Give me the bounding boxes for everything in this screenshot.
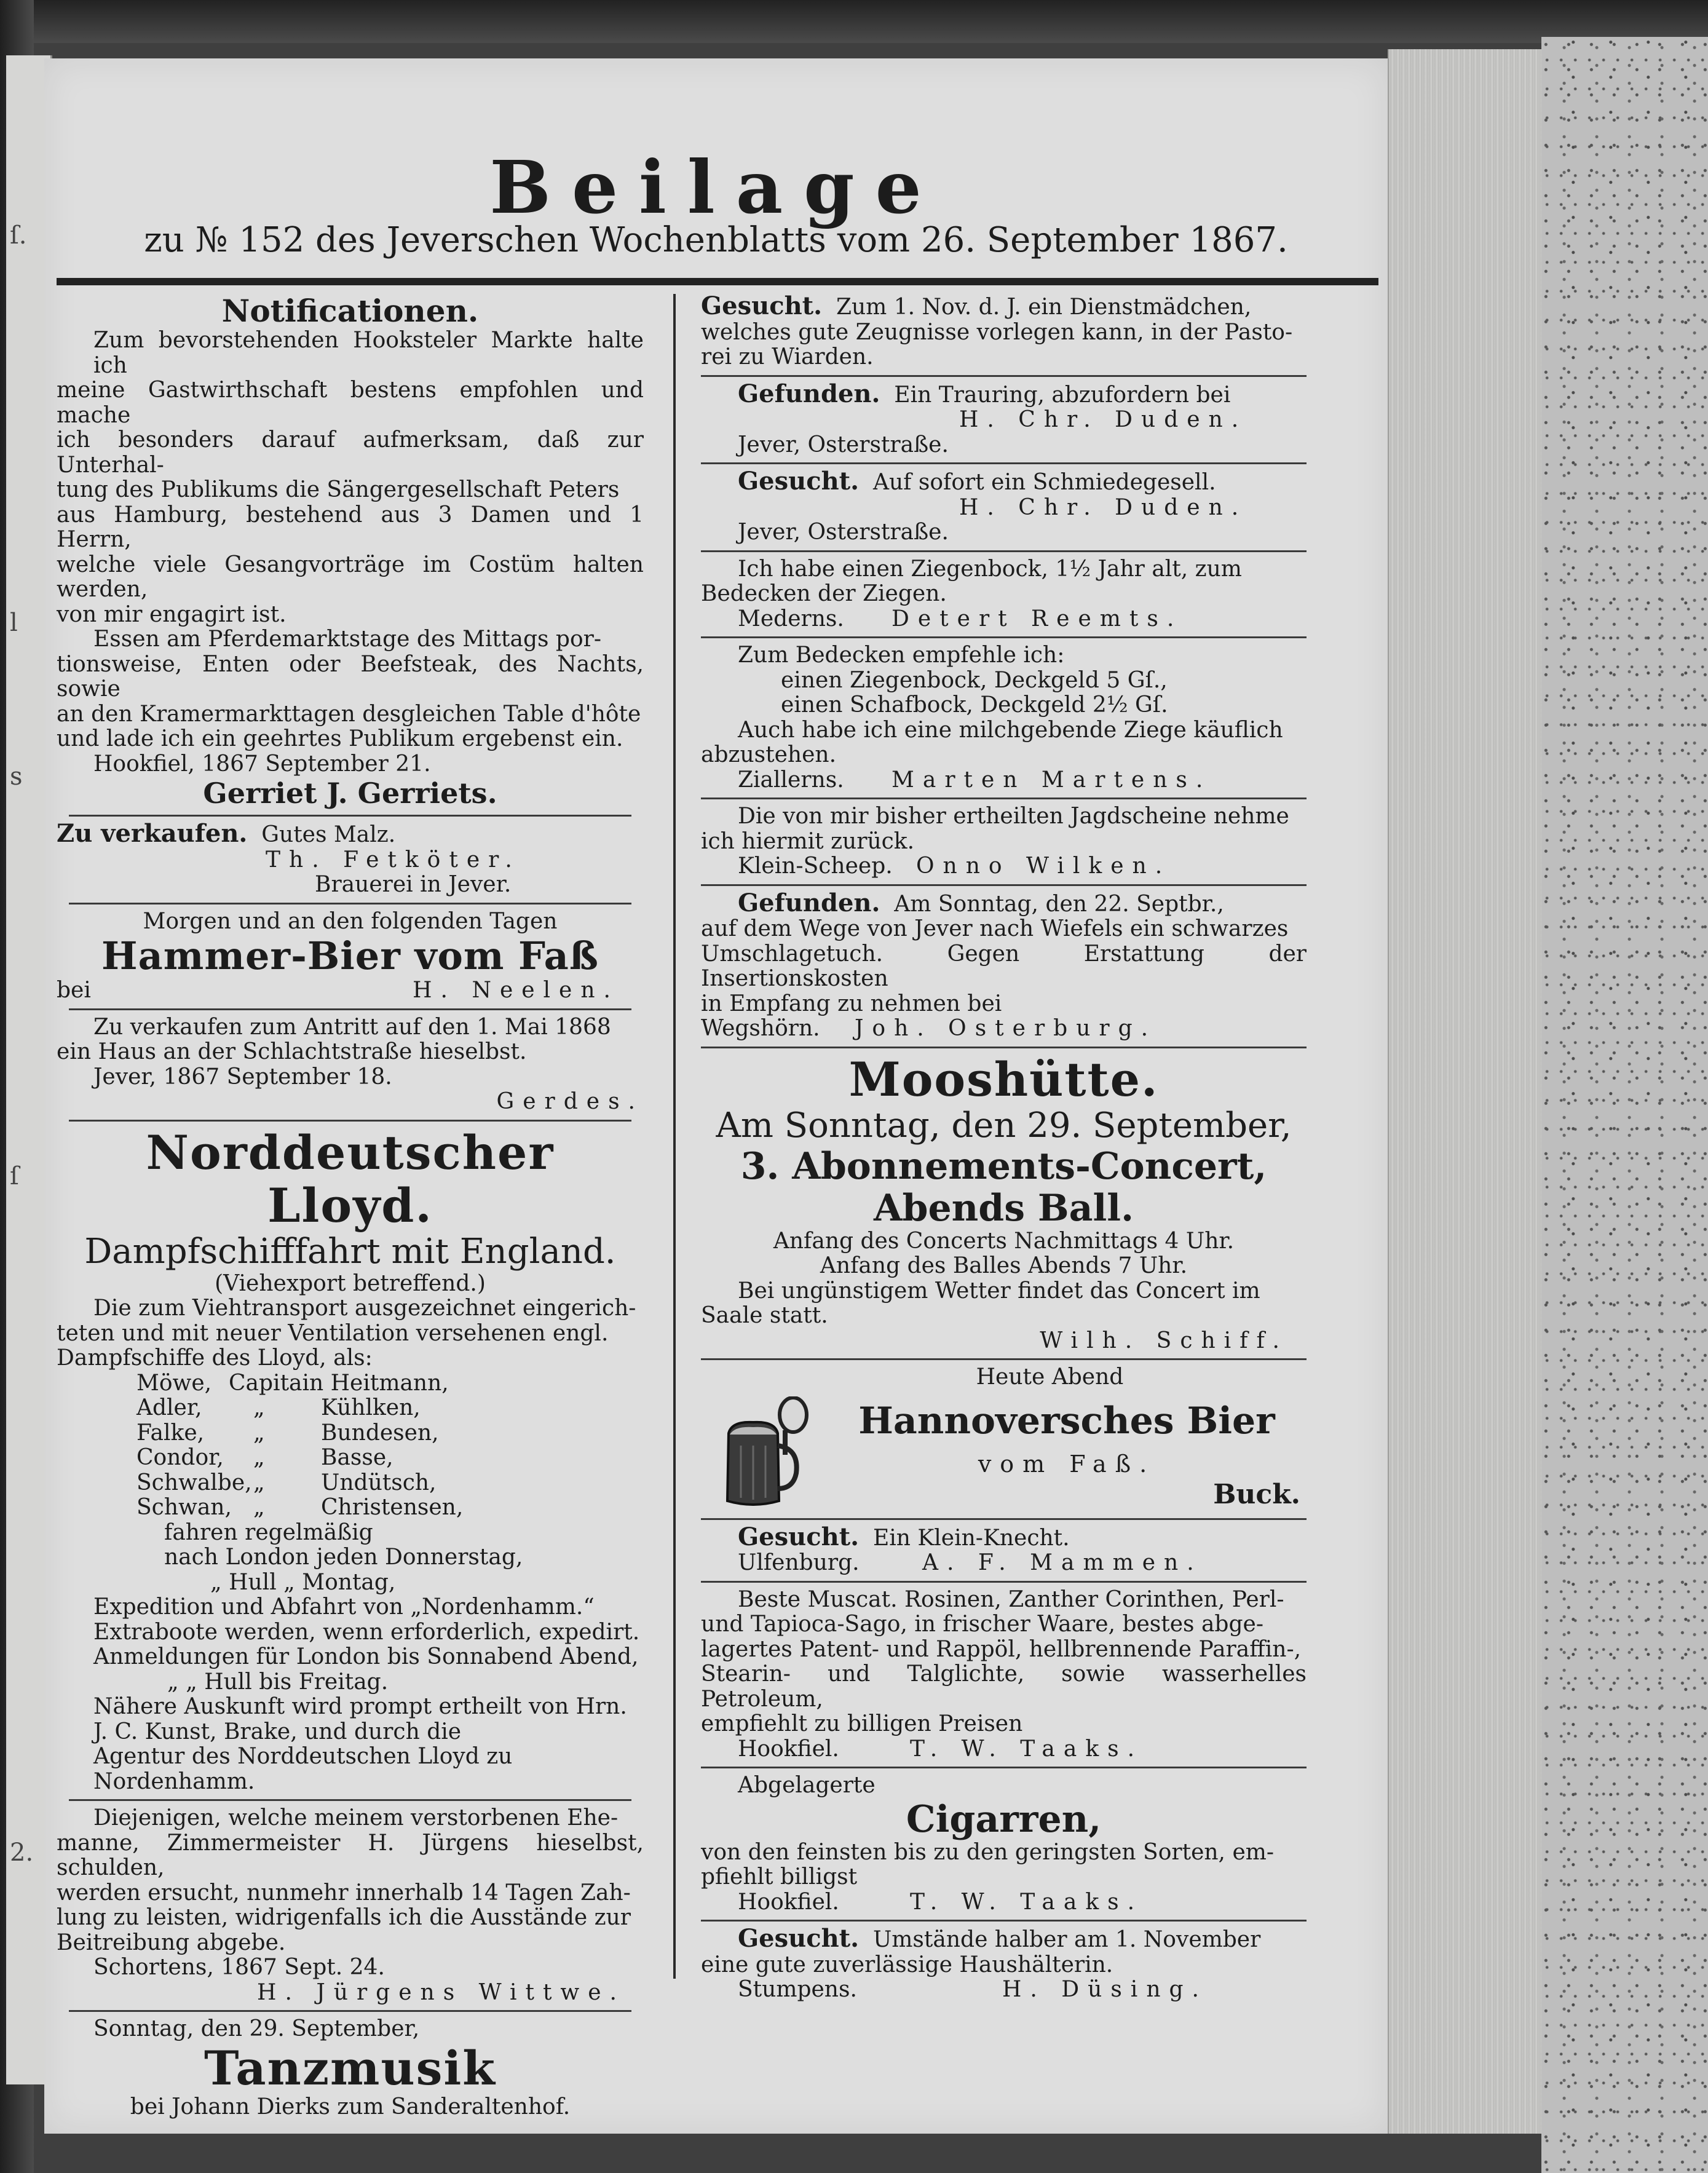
ship-captain: Undütsch,: [321, 1470, 437, 1495]
ship-row: [57, 1495, 644, 1521]
schmied-ad: [701, 469, 1307, 545]
ad-line: Anfang des Concerts Nachmittags 4 Uhr.: [773, 1228, 1235, 1254]
ad-place: Brauerei in Jever.: [315, 872, 512, 897]
ad-separator: [701, 1581, 1307, 1583]
ad-headline: Mooshütte.: [848, 1051, 1159, 1107]
ad-separator: [701, 884, 1307, 886]
ad-line: bei: [57, 978, 91, 1003]
hammer-bier-ad: [57, 909, 644, 1003]
ship-name: Möwe,: [136, 1370, 212, 1396]
ad-line: teten und mit neuer Ventilation versehenen engl.: [57, 1320, 609, 1346]
ship-row: [57, 1371, 644, 1396]
ad-line: Ein Trauring, abzufordern bei: [894, 382, 1231, 408]
ad-line: Saale statt.: [701, 1303, 828, 1328]
ad-keyword: Gesucht.: [738, 467, 860, 496]
margin-fragment: ſ.: [10, 221, 27, 250]
ship-captain: Bundesen,: [321, 1420, 439, 1446]
left-column: [57, 294, 644, 2120]
trauring-ad: [701, 379, 1307, 458]
ad-line: tung des Publikums die Sängergesellschaft Peters: [57, 477, 620, 502]
ad-headline: Hammer-Bier vom Faß: [101, 933, 599, 978]
ad-line: ein Haus an der Schlachtstraße hieselbst.: [57, 1039, 527, 1064]
ad-line: Zum Bedecken empfehle ich:: [738, 643, 1065, 668]
ad-signature: H. Düsing.: [1002, 1977, 1208, 2002]
ad-line: Die zum Viehtransport ausgezeichnet eingerich-: [93, 1296, 636, 1321]
ad-headline: Norddeutscher Lloyd.: [146, 1125, 555, 1233]
ad-line: Umstände halber am 1. November: [872, 1927, 1261, 1952]
ship-row: [57, 1396, 644, 1421]
lloyd-ad: [57, 1126, 644, 1795]
ad-line: Ein Klein-Knecht.: [872, 1525, 1070, 1551]
ad-line: Diejenigen, welche meinem verstorbenen Ehe-: [93, 1805, 619, 1831]
ad-date: Jever, 1867 September 18.: [93, 1064, 392, 1090]
ad-headline: Hannoversches Bier: [858, 1399, 1275, 1443]
ditto-mark: „: [253, 1495, 265, 1520]
jagdscheine-ad: [701, 804, 1307, 879]
ad-separator: [69, 903, 631, 904]
ad-signature: Gerriet J. Gerriets.: [203, 777, 497, 810]
ad-line: von den feinsten bis zu den geringsten Sorten, em-: [701, 1839, 1275, 1865]
mooshuette-ad: [701, 1053, 1307, 1354]
ad-line: Auch habe ich eine milchgebende Ziege käuflich: [738, 717, 1283, 743]
ad-signature: A. F. Mammen.: [922, 1550, 1203, 1575]
ad-line: manne, Zimmermeister H. Jürgens hieselbst, schulden,: [57, 1830, 644, 1880]
ad-place: Jever, Osterstraße.: [738, 432, 949, 457]
ad-line: Ich habe einen Ziegenbock, 1½ Jahr alt, zum: [738, 556, 1242, 582]
haus-ad: [57, 1015, 644, 1115]
ad-keyword: Gesucht.: [701, 291, 823, 320]
ad-date: Sonntag, den 29. September,: [93, 2016, 420, 2041]
ad-line: empfiehlt zu billigen Preisen: [701, 1711, 1023, 1736]
ad-line: eine gute zuverlässige Haushälterin.: [701, 1952, 1113, 1977]
ad-line: pfiehlt billigst: [701, 1864, 858, 1890]
ship-row: [57, 1421, 644, 1446]
ad-place: Stumpens.: [738, 1977, 857, 2002]
ditto-mark: „: [253, 1395, 265, 1420]
ad-line: nach London jeden Donnerstag,: [164, 1545, 523, 1570]
ad-line: Auf sofort ein Schmiedegesell.: [872, 470, 1216, 495]
ad-line: aus Hamburg, bestehend aus 3 Damen und 1 Herrn,: [57, 502, 644, 552]
ad-signature: T. W. Taaks.: [910, 1736, 1144, 1762]
ad-place: Hookfiel.: [738, 1736, 839, 1762]
ad-separator: [69, 1120, 631, 1122]
ad-signature: Th. Fetköter.: [266, 847, 521, 873]
ad-separator: [701, 1047, 1307, 1048]
ad-signature: Marten Martens.: [892, 767, 1212, 793]
ad-line: fahren regelmäßig: [164, 1519, 373, 1545]
ad-line: (Viehexport betreffend.): [215, 1270, 486, 1296]
ad-subheadline: Dampfschifffahrt mit England.: [84, 1231, 616, 1272]
ad-separator: [69, 815, 631, 817]
ad-line: Anmeldungen für London bis Sonnabend Abend,: [93, 1644, 639, 1669]
ad-line: einen Schafbock, Deckgeld 2½ Gſ.: [781, 692, 1168, 718]
header-rule: [57, 278, 1378, 285]
margin-fragment: s: [10, 762, 23, 791]
ad-signature: H. Chr. Duden.: [959, 407, 1247, 432]
margin-fragment: ſ: [10, 1162, 19, 1190]
ad-line: rei zu Wiarden.: [701, 344, 874, 370]
ad-separator: [701, 550, 1307, 552]
ad-line: Stearin- und Talglichte, sowie wasserhelles Petroleum,: [701, 1661, 1307, 1712]
ad-place: Jever, Osterstraße.: [738, 520, 949, 545]
haushaelterin-ad: [701, 1926, 1307, 2003]
ad-line: lagertes Patent- und Rappöl, hellbrennende Paraffin-,: [701, 1636, 1302, 1662]
ship-captain: Basse,: [321, 1445, 393, 1470]
ad-separator: [701, 375, 1307, 377]
ad-keyword: Gefunden.: [738, 888, 880, 917]
ad-subheadline: vom Faß.: [978, 1450, 1156, 1478]
notification-ad: [57, 294, 644, 810]
umschlagetuch-ad: [701, 888, 1307, 1042]
ad-signature: H. Chr. Duden.: [959, 494, 1247, 520]
ad-line: Expedition und Abfahrt von „Nordenhamm.“: [93, 1594, 595, 1620]
tanzmusik-ad: [57, 2017, 644, 2120]
ship-row: [57, 1471, 644, 1496]
book-cover-edge: [1541, 37, 1708, 2173]
ad-keyword: Gefunden.: [738, 379, 880, 408]
ziegenbock-ad: [701, 557, 1307, 632]
ad-line: welche viele Gesangvorträge im Costüm halten werden,: [57, 552, 644, 602]
ad-headline: Cigarren,: [906, 1797, 1102, 1841]
ad-subheadline: 3. Abonnements-Concert,: [740, 1144, 1267, 1188]
ad-line: „ Hull „ Montag,: [210, 1569, 396, 1595]
ad-date: Schortens, 1867 Sept. 24.: [93, 1955, 385, 1980]
ad-separator: [701, 1767, 1307, 1768]
ad-line: Am Sonntag, den 29. September,: [716, 1105, 1292, 1146]
ad-line: Zum 1. Nov. d. J. ein Dienstmädchen,: [836, 295, 1252, 320]
ad-line: lung zu leisten, widrigenfalls ich die Ausstände zur: [57, 1905, 631, 1930]
ad-line: ich besonders darauf aufmerksam, daß zur Unterhal-: [57, 427, 644, 478]
hannoversches-bier-ad: [701, 1365, 1307, 1513]
margin-fragment: l: [10, 609, 18, 637]
ad-separator: [701, 462, 1307, 464]
ad-separator: [701, 1358, 1307, 1360]
pastorei-ad: [701, 291, 1307, 370]
ad-subheadline: Abends Ball.: [874, 1186, 1134, 1230]
ad-line: von mir engagirt ist.: [57, 601, 287, 627]
ship-name: Condor,: [136, 1445, 224, 1470]
ditto-mark: „: [253, 1445, 265, 1470]
ad-line: Essen am Pferdemarktstage des Mittags por-: [93, 627, 601, 652]
margin-fragment: 2.: [10, 1839, 34, 1867]
ad-separator: [69, 1008, 631, 1010]
ad-line: Extraboote werden, wenn erforderlich, expedirt.: [93, 1619, 640, 1645]
ship-name: Schwan,: [136, 1495, 232, 1520]
ad-line: abzustehen.: [701, 742, 837, 767]
ad-line: Heute Abend: [976, 1364, 1124, 1390]
ad-line: Agentur des Norddeutschen Lloyd zu Nordenhamm.: [93, 1744, 513, 1794]
ad-line: Beste Muscat. Rosinen, Zanther Corinthen, Perl-: [738, 1586, 1284, 1612]
page-subtitle: zu № 152 des Jeverschen Wochenblatts vom 26. September 1867.: [144, 220, 1288, 260]
ad-line: Beitreibung abgebe.: [57, 1930, 286, 1955]
ad-signature: Detert Reemts.: [892, 606, 1183, 631]
ad-line: in Empfang zu nehmen bei: [701, 991, 1002, 1016]
ad-line: „ „ Hull bis Freitag.: [167, 1669, 389, 1695]
ad-place: Klein-Scheep.: [738, 853, 893, 879]
ship-captain: Christensen,: [321, 1495, 464, 1520]
ad-signature: Onno Wilken.: [916, 853, 1171, 879]
ad-signature: Joh. Osterburg.: [855, 1016, 1157, 1041]
ship-captain: Capitain Heitmann,: [229, 1370, 449, 1396]
ad-signature: Buck.: [1213, 1478, 1300, 1510]
ad-place: Mederns.: [738, 606, 844, 631]
ad-line: werden ersucht, nunmehr innerhalb 14 Tagen Zah-: [57, 1880, 631, 1906]
ad-signature: T. W. Taaks.: [910, 1889, 1144, 1915]
ad-signature: H. Jürgens Wittwe.: [257, 1979, 625, 2005]
ad-line: Gutes Malz.: [261, 822, 396, 847]
book-page-edges: [1388, 49, 1543, 2134]
ad-date: Hookfiel, 1867 September 21.: [93, 751, 431, 777]
ship-captain: Kühlken,: [321, 1395, 421, 1420]
ad-separator: [701, 1518, 1307, 1520]
ditto-mark: „: [253, 1420, 265, 1446]
klein-knecht-ad: [701, 1522, 1307, 1576]
ship-name: Schwalbe,: [136, 1470, 252, 1495]
ad-keyword: Gesucht.: [738, 1924, 860, 1953]
ship-name: Falke,: [136, 1420, 205, 1446]
ad-line: tionsweise, Enten oder Beefsteak, des Nachts, sowie: [57, 651, 644, 702]
beer-mug-icon: [716, 1396, 809, 1510]
ad-line: meine Gastwirthschaft bestens empfohlen und mache: [57, 378, 644, 428]
ad-line: und Tapioca-Sago, in frischer Waare, bestes abge-: [701, 1612, 1263, 1637]
ad-separator: [701, 798, 1307, 799]
bedecken-ad: [701, 643, 1307, 793]
ad-separator: [69, 2010, 631, 2012]
ad-line: Dampfschiffe des Lloyd, als:: [57, 1345, 373, 1371]
right-column: [701, 291, 1307, 2003]
taaks-goods-ad: [701, 1588, 1307, 1762]
scan-top-shadow: [0, 0, 1708, 43]
ad-line: Anfang des Balles Abends 7 Uhr.: [820, 1253, 1188, 1278]
ad-line: Zu verkaufen zum Antritt auf den 1. Mai 1868: [93, 1014, 611, 1040]
column-divider: [673, 294, 676, 1979]
ad-keyword: Gesucht.: [738, 1522, 860, 1551]
page-title: Beilage: [489, 144, 943, 230]
ad-signature: H. Neelen.: [413, 978, 619, 1003]
ad-separator: [69, 1799, 631, 1801]
ad-line: Abgelagerte: [738, 1773, 876, 1798]
ad-heading: Notificationen.: [221, 293, 479, 329]
ditto-mark: „: [253, 1470, 265, 1495]
ad-line: Die von mir bisher ertheilten Jagdscheine nehme: [738, 804, 1289, 829]
ad-line: Bedecken der Ziegen.: [701, 581, 947, 606]
ship-name: Adler,: [136, 1395, 202, 1420]
ad-line: welches gute Zeugnisse vorlegen kann, in der Pasto-: [701, 319, 1293, 345]
ad-line: Morgen und an den folgenden Tagen: [143, 908, 558, 934]
ad-line: an den Kramermarkttagen desgleichen Table d'hôte: [57, 701, 641, 727]
cigarren-ad: [701, 1773, 1307, 1915]
ad-line: J. C. Kunst, Brake, und durch die: [93, 1719, 462, 1744]
ship-row: [57, 1446, 644, 1471]
ad-place: Hookfiel.: [738, 1889, 839, 1915]
ad-separator: [701, 1920, 1307, 1922]
ad-signature: Gerdes.: [496, 1089, 644, 1114]
ad-line: Am Sonntag, den 22. Septbr.,: [894, 891, 1224, 917]
ad-signature: Wilh. Schiff.: [1040, 1328, 1288, 1353]
ad-separator: [701, 636, 1307, 638]
juergens-ad: [57, 1806, 644, 2005]
ad-line: und lade ich ein geehrtes Publikum ergebenst ein.: [57, 726, 623, 751]
ad-line: bei Johann Dierks zum Sanderaltenhof.: [130, 2094, 571, 2120]
ad-place: Ziallerns.: [738, 767, 844, 793]
ad-line: Umschlagetuch. Gegen Erstattung der Insertionskosten: [701, 941, 1307, 991]
ad-line: Nähere Auskunft wird prompt ertheilt von Hrn.: [93, 1694, 627, 1719]
ad-keyword: Zu verkaufen.: [57, 819, 248, 848]
ad-line: einen Ziegenbock, Deckgeld 5 Gſ.,: [781, 667, 1168, 693]
ad-line: auf dem Wege von Jever nach Wiefels ein schwarzes: [701, 916, 1289, 941]
ad-line: Zum bevorstehenden Hooksteler Markte halte ich: [93, 328, 644, 378]
ad-line: ich hiermit zurück.: [701, 828, 915, 854]
ad-headline: Tanzmusik: [204, 2040, 496, 2096]
ad-line: Bei ungünstigem Wetter findet das Concert im: [738, 1278, 1260, 1304]
ad-place: Ulfenburg.: [738, 1550, 860, 1575]
malz-ad: [57, 821, 644, 898]
ad-place: Wegshörn.: [701, 1016, 820, 1041]
